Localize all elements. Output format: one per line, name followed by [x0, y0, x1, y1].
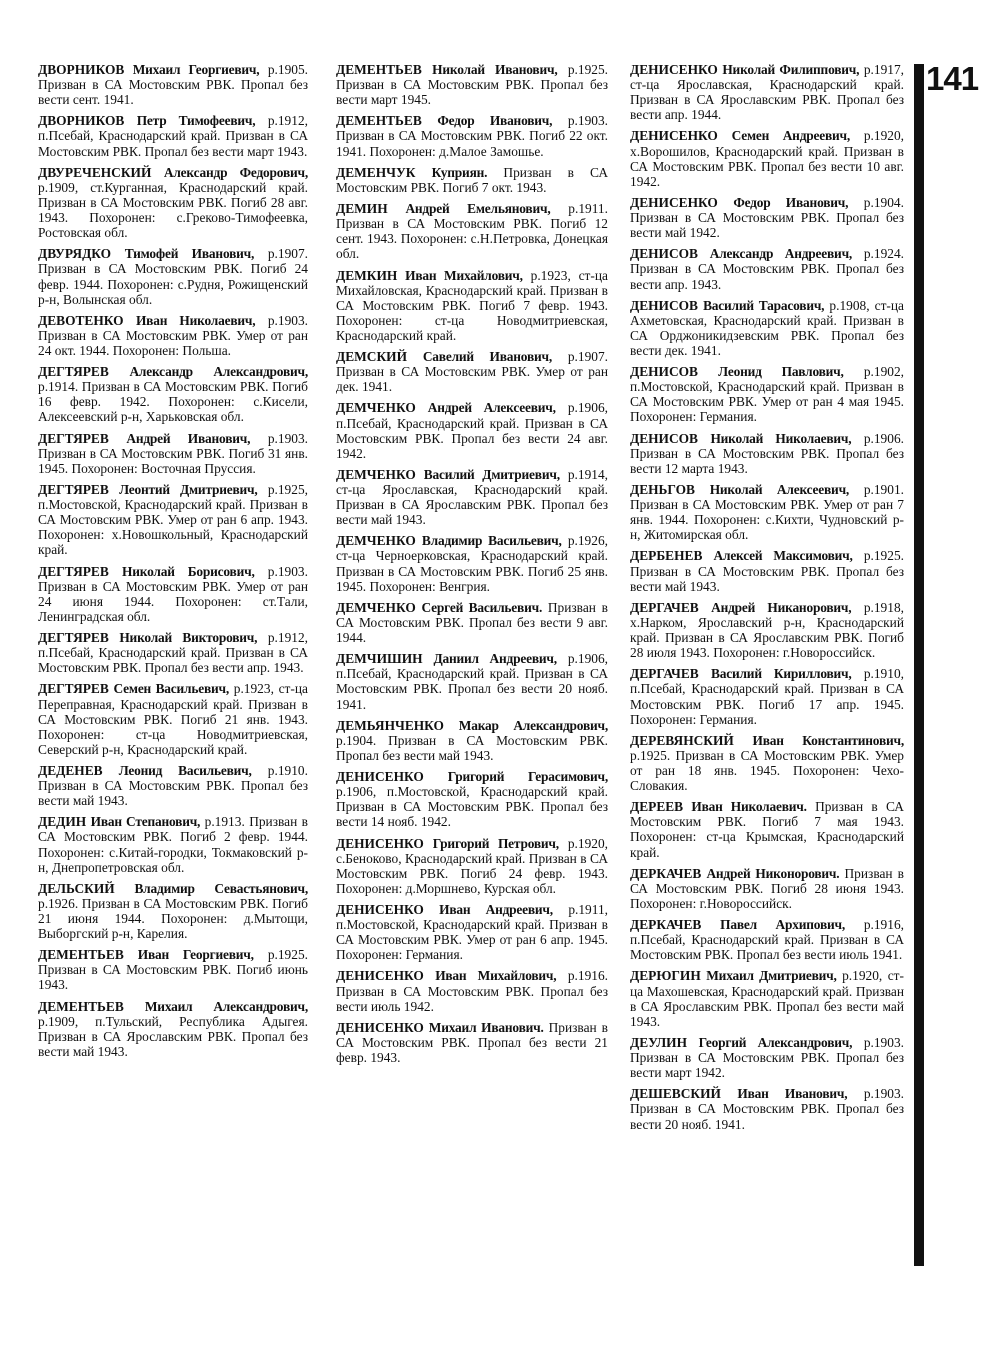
entry-surname: ДЕМЕНТЬЕВ	[38, 998, 124, 1014]
entry-details: р.1911. Призван в СА Мостовским РВК. Погиб 12 сент. 1943. Похоронен: с.Н.Петровка, Донецкая обл.	[336, 201, 608, 262]
record-entry	[38, 431, 308, 476]
entry-surname: ДЕРЕВЯНСКИЙ	[630, 732, 734, 748]
entry-surname: ДЕМЕНТЬЕВ	[336, 62, 422, 77]
entry-surname: ДЕМЬЯНЧЕНКО	[336, 717, 444, 733]
entry-surname: ДЕНИСЕНКО	[630, 62, 718, 77]
entry-surname: ДЕМЕНТЬЕВ	[336, 113, 422, 129]
entry-details: р.1906, п.Псебай, Краснодарский край. Призван в СА Мостовским РВК. Пропал без вести 20 нояб. 1941.	[336, 651, 608, 712]
entry-given-name: Александр Александрович,	[129, 364, 308, 380]
entry-surname: ДЕМЕНЧУК	[336, 164, 416, 180]
entry-surname: ДЕНИСЕНКО	[336, 1019, 424, 1035]
entry-surname: ДЕГТЯРЕВ	[38, 364, 109, 380]
record-entry	[630, 1035, 904, 1080]
record-entry	[336, 1020, 608, 1065]
entry-surname: ДЕМЧЕНКО	[336, 400, 416, 416]
record-entry	[630, 1086, 904, 1131]
entry-details: р.1908, ст-ца Ахметовская, Краснодарский край. Призван в СА Орджоникидзевским РВК. Пропал без вести дек. 1941.	[630, 297, 904, 358]
entry-surname: ДЕНИСЕНКО	[336, 769, 424, 785]
entry-details: Призван в СА Мостовским РВК. Пропал без вести 21 февр. 1943.	[336, 1019, 608, 1066]
entry-given-name: Павел Архипович,	[720, 917, 846, 933]
record-entry	[630, 733, 904, 793]
entry-surname: ДВУРЕЧЕНСКИЙ	[38, 164, 152, 180]
record-entry	[630, 799, 904, 859]
entry-surname: ДЕРЮГИН	[630, 968, 701, 984]
record-entry	[336, 349, 608, 394]
entry-surname: ДВУРЯДКО	[38, 246, 112, 262]
entry-surname: ДЕВОТЕНКО	[38, 312, 124, 328]
record-entry	[336, 201, 608, 261]
entry-surname: ДЕРЕЕВ	[630, 799, 684, 815]
entry-surname: ДЕНИСЕНКО	[336, 835, 424, 851]
record-entry	[336, 62, 608, 107]
entry-given-name: Леонтий Дмитриевич,	[119, 482, 258, 497]
entry-given-name: Федор Иванович,	[437, 113, 553, 129]
entry-given-name: Леонид Васильевич,	[118, 762, 252, 778]
entry-given-name: Андрей Алексеевич,	[427, 400, 556, 416]
entry-details: р.1920, х.Ворошилов, Краснодарский край. Призван в СА Мостовским РВК. Пропал без вести 10 авг. 1942.	[630, 128, 904, 189]
entry-details: р.1909, п.Тульский, Республика Адыгея. Призван в СА Ярославским РВК. Пропал без вести май 1943.	[38, 1013, 308, 1059]
entry-given-name: Семен Андреевич,	[731, 128, 851, 144]
entry-given-name: Тимофей Иванович,	[124, 246, 255, 262]
entry-given-name: Григорий Герасимович,	[447, 769, 608, 785]
entry-given-name: Леонид Павлович,	[718, 364, 844, 380]
entry-given-name: Иван Андреевич,	[439, 902, 553, 917]
entry-given-name: Николай Борисович,	[122, 563, 255, 579]
entry-given-name: Василий Дмитриевич,	[423, 466, 560, 482]
entry-details: р.1914, ст-ца Ярославская, Краснодарский край. Призван в СА Ярославским РВК. Пропал без вести май 1943.	[336, 466, 608, 528]
entry-given-name: Андрей Иванович,	[126, 430, 251, 446]
entry-given-name: Михаил Георгиевич,	[132, 62, 260, 77]
entry-details: р.1903. Призван в СА Мостовским РВК. Умер от ран 24 окт. 1944. Похоронен: Польша.	[38, 312, 308, 358]
entry-details: р.1926, ст-ца Черноерковская, Краснодарский край. Призван в СА Мостовским РВК. Погиб 25 янв. 1945. Похоронен: Венгрия.	[336, 533, 608, 594]
entry-given-name: Андрей Никанорович,	[711, 599, 852, 615]
entry-details: р.1903. Призван в СА Мостовским РВК. Умер от ран 24 июня 1944. Похоронен: ст.Тали, Ленинградская обл.	[38, 563, 308, 624]
entry-details: р.1926. Призван в СА Мостовским РВК. Погиб 21 июня 1944. Похоронен: д.Мытощи, Выборгский р-н, Карелия.	[38, 895, 308, 942]
entry-details: р.1925. Призван в СА Мостовским РВК. Пропал без вести март 1945.	[336, 62, 608, 108]
record-entry	[38, 165, 308, 240]
entry-details: Призван в СА Мостовским РВК. Пропал без вести 9 авг. 1944.	[336, 599, 608, 646]
entry-details: р.1903. Призван в СА Мостовским РВК. Пропал без вести 20 нояб. 1941.	[630, 1086, 904, 1132]
record-entry	[336, 113, 608, 158]
entry-given-name: Иван Николаевич,	[135, 312, 256, 328]
entry-surname: ДЕНИСОВ	[630, 430, 698, 446]
entry-details: р.1911, п.Мостовской, Краснодарский край. Призван в СА Мостовским РВК. Умер от ран 6 апр. 1945. Похоронен: Германия.	[336, 902, 608, 963]
record-entry	[630, 246, 904, 291]
entry-details: р.1909, ст.Курганная, Краснодарский край. Призван в СА Мостовским РВК. Погиб 28 авг. 1943. Похоронен: с.Греково-Тимофеевка, Ростовская обл.	[38, 179, 308, 241]
entry-surname: ДЕМСКИЙ	[336, 349, 407, 365]
entry-given-name: Владимир Васильевич,	[421, 533, 562, 549]
entry-given-name: Владимир Севастьянович,	[134, 880, 308, 896]
entry-details: Призван в СА Мостовским РВК. Погиб 7 мая 1943. Похоронен: ст-ца Крымская, Краснодарский край.	[630, 799, 904, 860]
entry-surname: ДЕМКИН	[336, 267, 398, 283]
entry-given-name: Иван Константинович,	[752, 732, 904, 748]
entry-surname: ДЕУЛИН	[630, 1034, 688, 1050]
record-entry	[630, 666, 904, 726]
record-entry	[336, 467, 608, 527]
entry-details: р.1912, п.Псебай, Краснодарский край. Призван в СА Мостовским РВК. Пропал без вести март 1943.	[38, 113, 308, 159]
entry-given-name: Михаил Иванович.	[428, 1019, 544, 1035]
record-entry	[336, 769, 608, 829]
entry-surname: ДЕГТЯРЕВ	[38, 681, 109, 697]
record-entry	[38, 881, 308, 941]
entry-surname: ДЕГТЯРЕВ	[38, 482, 109, 497]
entry-given-name: Алексей Максимович,	[713, 548, 853, 564]
record-entry	[630, 298, 904, 358]
record-entry	[38, 630, 308, 675]
entry-details: р.1914. Призван в СА Мостовским РВК. Погиб 16 февр. 1942. Похоронен: с.Кисели, Алексеевский р-н, Харьковская обл.	[38, 379, 308, 425]
entry-given-name: Иван Георгиевич,	[137, 947, 254, 963]
entry-details: Призван в СА Мостовским РВК. Погиб 28 июня 1943. Похоронен: г.Новороссийск.	[630, 865, 904, 911]
entry-surname: ДЕМИН	[336, 201, 388, 217]
column-1	[38, 62, 308, 1065]
record-entry	[336, 165, 608, 195]
record-entry	[336, 533, 608, 593]
entry-given-name: Василий Тарасович,	[703, 297, 825, 313]
entry-surname: ДВОРНИКОВ	[38, 113, 125, 129]
entry-surname: ДЕШЕВСКИЙ	[630, 1086, 721, 1102]
entry-details: р.1903. Призван в СА Мостовским РВК. Погиб 31 янв. 1945. Похоронен: Восточная Пруссия.	[38, 430, 308, 476]
entry-given-name: Савелий Иванович,	[422, 349, 552, 365]
entry-surname: ДЕНИСЕНКО	[336, 968, 424, 984]
record-entry	[38, 62, 308, 107]
entry-details: р.1925. Призван в СА Мостовским РВК. Умер от ран 18 янв. 1945. Похоронен: Чехо-Словакия.	[630, 747, 904, 794]
entry-details: р.1906. Призван в СА Мостовским РВК. Пропал без вести 12 марта 1943.	[630, 430, 904, 476]
record-entry	[38, 681, 308, 756]
page-edge-bar	[914, 64, 924, 1266]
entry-details: р.1910. Призван в СА Мостовским РВК. Пропал без вести май 1943.	[38, 762, 308, 809]
column-2	[336, 62, 608, 1071]
entry-surname: ДЕГТЯРЕВ	[38, 430, 109, 446]
entry-given-name: Александр Федорович,	[163, 164, 308, 180]
record-entry	[630, 600, 904, 660]
record-entry	[38, 246, 308, 306]
record-entry	[630, 548, 904, 593]
entry-given-name: Андрей Никонорович.	[706, 865, 840, 881]
entry-details: р.1923, ст-ца Переправная, Краснодарский край. Призван в СА Мостовским РВК. Погиб 21 янв. 1943. Похоронен: ст-ца Новодмитриевская, Северский р-н, Краснодарский край.	[38, 681, 308, 757]
entry-given-name: Даниил Андреевич,	[433, 651, 557, 667]
entry-details: р.1905. Призван в СА Мостовским РВК. Пропал без вести сент. 1941.	[38, 62, 308, 108]
entry-surname: ДЕРКАЧЕВ	[630, 865, 702, 881]
entry-details: р.1912, п.Псебай, Краснодарский край. Призван в СА Мостовским РВК. Пропал без вести апр. 1943.	[38, 630, 308, 676]
entry-surname: ДЕГТЯРЕВ	[38, 563, 109, 579]
entry-given-name: Сергей Васильевич.	[421, 599, 543, 615]
record-entry	[630, 866, 904, 911]
entry-given-name: Андрей Емельянович,	[405, 201, 551, 217]
entry-surname: ДЕДЕНЕВ	[38, 762, 103, 778]
record-entry	[630, 917, 904, 962]
entry-details: р.1925. Призван в СА Мостовским РВК. Погиб июнь 1943.	[38, 947, 308, 993]
entry-details: Призван в СА Мостовским РВК. Погиб 7 окт. 1943.	[336, 164, 608, 195]
record-entry	[38, 999, 308, 1059]
entry-surname: ДЕЛЬСКИЙ	[38, 880, 115, 896]
entry-given-name: Александр Андреевич,	[709, 246, 853, 262]
record-entry	[38, 482, 308, 557]
entry-given-name: Николай Иванович,	[432, 62, 558, 77]
entry-details: р.1910, п.Псебай, Краснодарский край. Призван в СА Мостовским РВК. Погиб 17 апр. 1945. Похоронен: Германия.	[630, 666, 904, 727]
entry-surname: ДЕНИСОВ	[630, 364, 698, 380]
record-entry	[336, 400, 608, 460]
entry-surname: ДЕМЧИШИН	[336, 651, 423, 667]
entry-details: р.1913. Призван в СА Мостовским РВК. Погиб 2 февр. 1944. Похоронен: с.Китай-городки, Токмаковский р-н, Днепропетровская обл.	[38, 814, 308, 875]
entry-given-name: Николай Филиппович,	[722, 62, 860, 77]
entry-details: р.1903. Призван в СА Мостовским РВК. Пропал без вести март 1942.	[630, 1034, 904, 1081]
entry-surname: ДЕНЬГОВ	[630, 482, 695, 497]
record-entry	[630, 128, 904, 188]
entry-surname: ДЕРГАЧЕВ	[630, 599, 699, 615]
entry-given-name: Иван Михайлович,	[405, 267, 523, 283]
entry-details: р.1925. Призван в СА Мостовским РВК. Пропал без вести май 1943.	[630, 548, 904, 594]
record-entry	[336, 718, 608, 763]
record-entry	[336, 268, 608, 343]
entry-given-name: Николай Алексеевич,	[709, 482, 850, 497]
entry-details: р.1902, п.Мостовской, Краснодарский край. Призван в СА Мостовским РВК. Умер от ран 4 мая 1945. Похоронен: Германия.	[630, 364, 904, 425]
entry-surname: ДЕМЧЕНКО	[336, 466, 416, 482]
record-entry	[630, 62, 904, 122]
entry-given-name: Куприян.	[431, 164, 488, 180]
entry-details: р.1916, п.Псебай, Краснодарский край. Призван в СА Мостовским РВК. Пропал без вести июль 1941.	[630, 917, 904, 963]
entry-given-name: Николай Викторович,	[119, 630, 258, 646]
entry-given-name: Иван Николаевич.	[691, 799, 807, 815]
entry-details: р.1925, п.Мостовской, Краснодарский край. Призван в СА Мостовским РВК. Умер от ран 6 апр. 1943. Похоронен: х.Новошкольный, Краснодарский край.	[38, 482, 308, 558]
entry-surname: ДЕНИСЕНКО	[630, 128, 718, 144]
entry-details: р.1917, ст-ца Ярославская, Краснодарский край. Призван в СА Ярославским РВК. Пропал без вести апр. 1944.	[630, 62, 904, 123]
entry-surname: ДЕНИСОВ	[630, 246, 698, 262]
entry-surname: ДЕНИСОВ	[630, 297, 698, 313]
entry-details: р.1907. Призван в СА Мостовским РВК. Умер от ран дек. 1941.	[336, 349, 608, 395]
entry-given-name: Василий Кириллович,	[711, 666, 852, 682]
record-entry	[630, 195, 904, 240]
entry-surname: ДЕГТЯРЕВ	[38, 630, 109, 646]
entry-given-name: Григорий Петрович,	[432, 835, 559, 851]
entry-given-name: Петр Тимофеевич,	[136, 113, 256, 129]
entry-surname: ДЕРГАЧЕВ	[630, 666, 699, 682]
page-number: 141	[926, 60, 979, 97]
entry-details: р.1920, ст-ца Махошевская, Краснодарский край. Призван в СА Ярославским РВК. Пропал без вести май 1943.	[630, 968, 904, 1029]
entry-surname: ДВОРНИКОВ	[38, 62, 125, 77]
entry-given-name: Иван Иванович,	[737, 1086, 848, 1102]
entry-surname: ДЕМЧЕНКО	[336, 533, 416, 549]
entry-given-name: Иван Михайлович,	[435, 968, 557, 984]
entry-details: р.1903. Призван в СА Мостовским РВК. Погиб 22 окт. 1941. Похоронен: д.Малое Замошье.	[336, 113, 608, 159]
record-entry	[38, 947, 308, 992]
entry-given-name: Михаил Александрович,	[144, 998, 308, 1014]
entry-given-name: Семен Васильевич,	[113, 681, 230, 697]
record-entry	[38, 564, 308, 624]
record-entry	[630, 482, 904, 542]
record-entry	[336, 651, 608, 711]
entry-details: р.1916. Призван в СА Мостовским РВК. Пропал без вести июль 1942.	[336, 968, 608, 1014]
record-entry	[630, 431, 904, 476]
entry-details: р.1906, п.Мостовской, Краснодарский край. Призван в СА Мостовским РВК. Пропал без вести 14 нояб. 1942.	[336, 784, 608, 830]
entry-given-name: Георгий Александрович,	[698, 1034, 853, 1050]
column-3	[630, 62, 904, 1138]
entry-details: р.1901. Призван в СА Мостовским РВК. Умер от ран 7 янв. 1944. Похоронен: с.Кихти, Чудновский р-н, Житомирская обл.	[630, 482, 904, 543]
record-entry	[38, 113, 308, 158]
entry-details: р.1923, ст-ца Михайловская, Краснодарский край. Призван в СА Мостовским РВК. Погиб 7 февр. 1943. Похоронен: ст-ца Новодмитриевская, Краснодарский край.	[336, 267, 608, 343]
entry-surname: ДЕРБЕНЕВ	[630, 548, 703, 564]
record-entry	[38, 814, 308, 874]
entry-details: р.1904. Призван в СА Мостовским РВК. Пропал без вести май 1943.	[336, 732, 608, 763]
entry-surname: ДЕНИСЕНКО	[336, 902, 424, 917]
record-entry	[38, 364, 308, 424]
record-entry	[630, 968, 904, 1028]
entry-details: р.1907. Призван в СА Мостовским РВК. Погиб 24 февр. 1944. Похоронен: с.Рудня, Рожищенский р-н, Волынская обл.	[38, 246, 308, 307]
record-entry	[38, 313, 308, 358]
record-entry	[336, 600, 608, 645]
entry-surname: ДЕМЕНТЬЕВ	[38, 947, 124, 963]
entry-given-name: Макар Александрович,	[458, 717, 608, 733]
entry-details: р.1920, с.Беноково, Краснодарский край. Призван в СА Мостовским РВК. Погиб 24 февр. 1943. Похоронен: д.Моршнево, Курская обл.	[336, 835, 608, 896]
entry-surname: ДЕДИН	[38, 814, 87, 830]
entry-given-name: Федор Иванович,	[733, 194, 849, 210]
record-entry	[336, 902, 608, 962]
entry-details: р.1904. Призван в СА Мостовским РВК. Пропал без вести май 1942.	[630, 194, 904, 241]
entry-given-name: Михаил Дмитриевич,	[706, 968, 837, 984]
entry-details: р.1918, х.Нарком, Ярославский р-н, Краснодарский край. Призван в СА Ярославским РВК. Погиб 28 июля 1943. Похоронен: г.Новороссийск.	[630, 599, 904, 661]
entry-details: р.1906, п.Псебай, Краснодарский край. Призван в СА Мостовским РВК. Пропал без вести 24 авг. 1942.	[336, 400, 608, 461]
entry-surname: ДЕМЧЕНКО	[336, 599, 416, 615]
record-entry	[336, 968, 608, 1013]
entry-given-name: Иван Степанович,	[90, 814, 201, 830]
entry-given-name: Николай Николаевич,	[710, 430, 852, 446]
entry-surname: ДЕНИСЕНКО	[630, 194, 718, 210]
entry-details: р.1924. Призван в СА Мостовским РВК. Пропал без вести апр. 1943.	[630, 246, 904, 292]
entry-surname: ДЕРКАЧЕВ	[630, 917, 702, 933]
record-entry	[38, 763, 308, 808]
record-entry	[630, 364, 904, 424]
record-entry	[336, 836, 608, 896]
